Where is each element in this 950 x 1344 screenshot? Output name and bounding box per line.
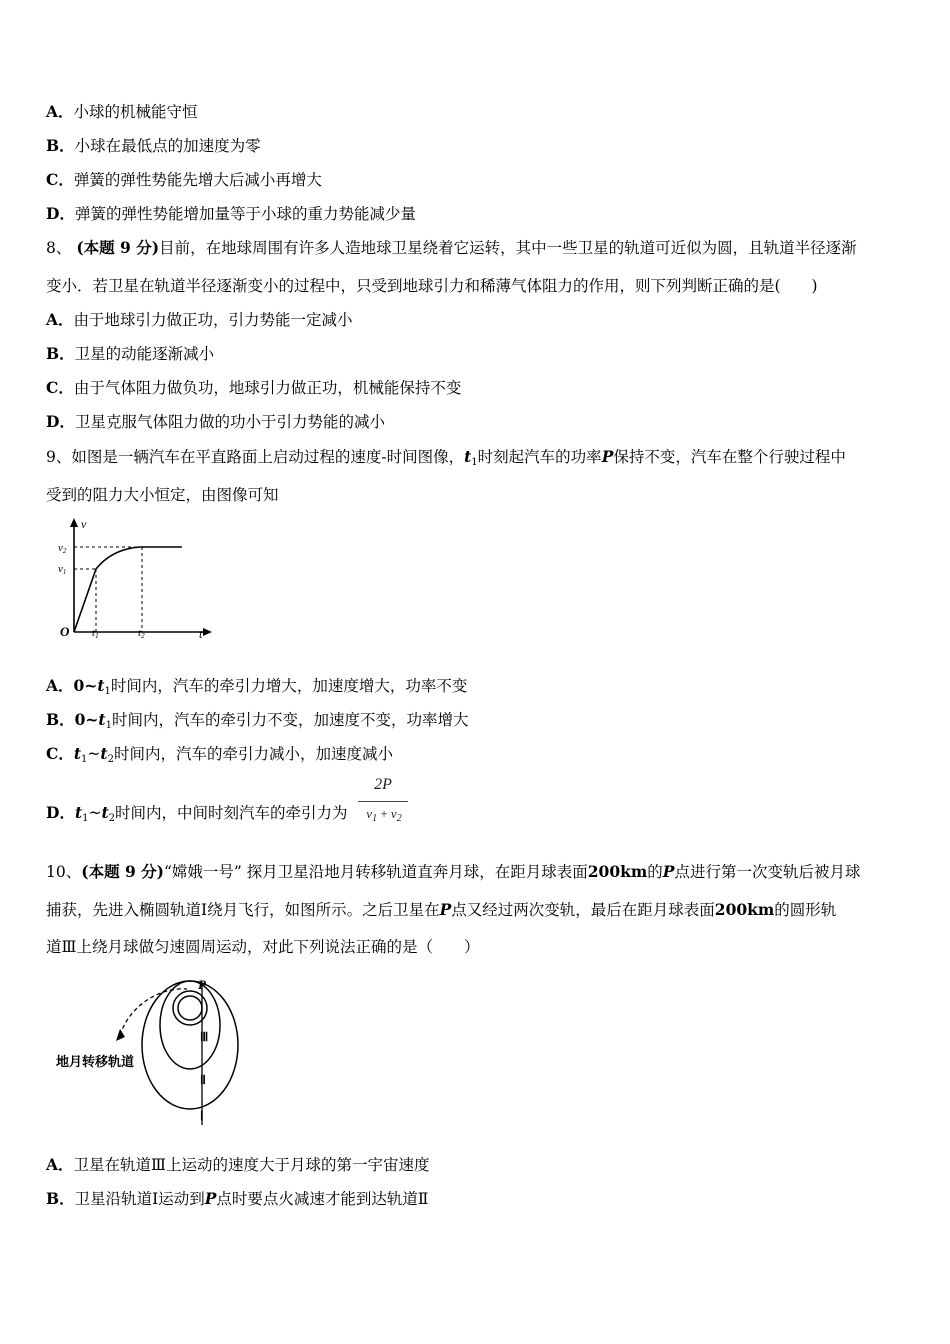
orbit-2-label: Ⅱ	[200, 1073, 206, 1087]
option-text: 弹簧的弹性势能先增大后减小再增大	[73, 171, 322, 189]
option-letter: D．	[46, 803, 75, 822]
option-text: 卫星在轨道Ⅲ上运动的速度大于月球的第一宇宙速度	[73, 1156, 430, 1174]
var-t: t	[98, 710, 106, 729]
var-t: t	[97, 676, 105, 695]
stem-text: 变小．若卫星在轨道半径逐渐变小的过程中，只受到地球引力和稀薄气体阻力的作用，则下列判断正确的是( )	[46, 277, 818, 295]
var-t: t	[74, 803, 83, 822]
subscript: 1	[81, 754, 88, 765]
option-letter: C．	[46, 744, 74, 763]
subscript: 1	[105, 720, 112, 731]
question-number: 10、	[46, 863, 82, 881]
question-number: 9、	[46, 448, 72, 466]
fraction-bar	[358, 801, 408, 802]
q9-option-b	[46, 710, 468, 736]
stem-text: 如图是一辆汽车在平直路面上启动过程的速度-时间图像，	[71, 448, 465, 466]
var-p: P	[204, 1189, 217, 1208]
tilde: ~	[87, 745, 101, 763]
var-t: t	[101, 803, 109, 822]
fraction-denominator: $v_1 + v_2$	[366, 806, 402, 824]
var-p: P	[601, 447, 614, 466]
distance-value: 200km	[587, 862, 648, 881]
var-t: t	[100, 744, 108, 763]
var-p: P	[439, 900, 452, 919]
q10-stem-line2	[46, 900, 836, 920]
q9-stem-line1	[46, 447, 846, 473]
lunar-orbit-diagram	[50, 975, 260, 1135]
tilde: ~	[88, 804, 102, 822]
var-t: t	[73, 744, 82, 763]
option-text: 卫星的动能逐渐减小	[74, 345, 215, 363]
stem-text: 的圆形轨	[774, 901, 837, 919]
stem-text: 目前，在地球周围有许多人造地球卫星绕着它运转，其中一些卫星的轨道可近似为圆，且轨道半径逐渐	[159, 239, 857, 257]
stem-text: 时刻起汽车的功率	[477, 448, 602, 466]
var-p: P	[662, 862, 675, 881]
option-text: 由于气体阻力做负功，地球引力做正功，机械能保持不变	[73, 379, 462, 397]
q8-stem-line1	[46, 238, 857, 258]
q8-option-d	[46, 412, 385, 432]
q8-option-c	[46, 378, 461, 398]
stem-text: 点又经过两次变轨，最后在距月球表面	[451, 901, 715, 919]
q8-option-b	[46, 344, 214, 364]
q10-stem-line1	[46, 862, 860, 882]
option-text: 小球在最低点的加速度为零	[74, 137, 261, 155]
point-p-label: P	[198, 977, 206, 992]
stem-text: 捕获，先进入椭圆轨道Ⅰ绕月飞行，如图所示。之后卫星在	[46, 901, 440, 919]
option-text: 卫星沿轨道Ⅰ运动到	[74, 1190, 205, 1208]
option-text: 点时要点火减速才能到达轨道Ⅱ	[216, 1190, 429, 1208]
option-letter: B．	[46, 710, 75, 729]
t-axis-label: t	[199, 627, 203, 641]
question-score: (本题 9 分)	[81, 862, 164, 881]
var-t: t	[464, 447, 472, 466]
q9-option-a	[46, 676, 467, 702]
option-text: 弹簧的弹性势能增加量等于小球的重力势能减少量	[74, 205, 416, 223]
subscript: 1	[104, 686, 111, 697]
q10-option-b	[46, 1189, 428, 1209]
option-text: 时间内，汽车的牵引力减小，加速度减小	[113, 745, 393, 763]
option-text: 时间内，汽车的牵引力增大，加速度增大，功率不变	[110, 677, 468, 695]
transfer-orbit-label: 地月转移轨道	[56, 1055, 135, 1070]
t-axis-arrow-icon	[203, 628, 212, 636]
option-letter: A．	[46, 102, 74, 121]
question-score: (本题 9 分)	[76, 238, 160, 257]
option-text: 由于地球引力做正功，引力势能一定减小	[73, 311, 353, 329]
q7-option-d	[46, 204, 416, 224]
transfer-arrow-icon	[116, 1029, 125, 1041]
distance-value: 200km	[714, 900, 775, 919]
stem-text: “嫦娥一号” 探月卫星沿地月转移轨道直奔月球，在距月球表面	[163, 863, 588, 881]
stem-text: 受到的阻力大小恒定，由图像可知	[46, 486, 279, 504]
option-letter: D．	[46, 412, 75, 431]
option-letter: A．	[46, 1155, 74, 1174]
option-letter: C．	[46, 170, 74, 189]
v1-label: v1	[58, 563, 67, 576]
origin-label: O	[60, 624, 70, 639]
v2-label: v2	[58, 542, 67, 555]
option-letter: A．	[46, 676, 74, 695]
v-axis-label: v	[81, 517, 87, 531]
t2-label: t2	[138, 627, 145, 640]
q7-option-a	[46, 102, 198, 122]
q10-option-a	[46, 1155, 429, 1175]
q7-option-b	[46, 136, 261, 156]
range-prefix: 0~	[73, 676, 98, 695]
moon	[178, 996, 202, 1020]
q7-option-c	[46, 170, 322, 190]
option-letter: B．	[46, 344, 75, 363]
velocity-curve	[74, 547, 182, 632]
option-letter: C．	[46, 378, 74, 397]
q9-option-c	[46, 744, 393, 770]
option-letter: B．	[46, 136, 75, 155]
q9-stem-line2	[46, 485, 279, 505]
fraction-numerator: 2P	[374, 776, 392, 793]
option-letter: A．	[46, 310, 74, 329]
option-text: 时间内，中间时刻汽车的牵引力为	[115, 804, 348, 822]
stem-text: 的	[647, 863, 663, 881]
v-axis-arrow-icon	[70, 518, 78, 527]
subscript: 2	[108, 813, 116, 824]
subscript: 1	[471, 457, 478, 468]
subscript: 2	[107, 754, 114, 765]
question-number: 8、	[46, 239, 72, 257]
option-letter: D．	[46, 204, 75, 223]
q8-option-a	[46, 310, 353, 330]
orbit-3-label: Ⅲ	[200, 1030, 209, 1044]
orbit-1	[142, 981, 238, 1109]
q10-stem-line3	[46, 937, 479, 957]
option-text: 卫星克服气体阻力做的功小于引力势能的减小	[74, 413, 385, 431]
t1-label: t1	[92, 627, 99, 640]
subscript: 1	[82, 813, 89, 824]
option-letter: B．	[46, 1189, 75, 1208]
option-text: 时间内，汽车的牵引力不变，加速度不变，功率增大	[111, 711, 469, 729]
velocity-time-graph	[50, 514, 220, 644]
stem-text: 道Ⅲ上绕月球做匀速圆周运动，对此下列说法正确的是（ ）	[46, 938, 480, 956]
stem-text: 点进行第一次变轨后被月球	[674, 863, 861, 881]
transfer-orbit-path	[120, 989, 187, 1035]
range-prefix: 0~	[74, 710, 99, 729]
option-text: 小球的机械能守恒	[73, 103, 198, 121]
stem-text: 保持不变，汽车在整个行驶过程中	[613, 448, 846, 466]
orbit-1-label: Ⅰ	[200, 1109, 204, 1123]
q9-option-d	[46, 803, 348, 829]
q8-stem-line2	[46, 276, 818, 296]
